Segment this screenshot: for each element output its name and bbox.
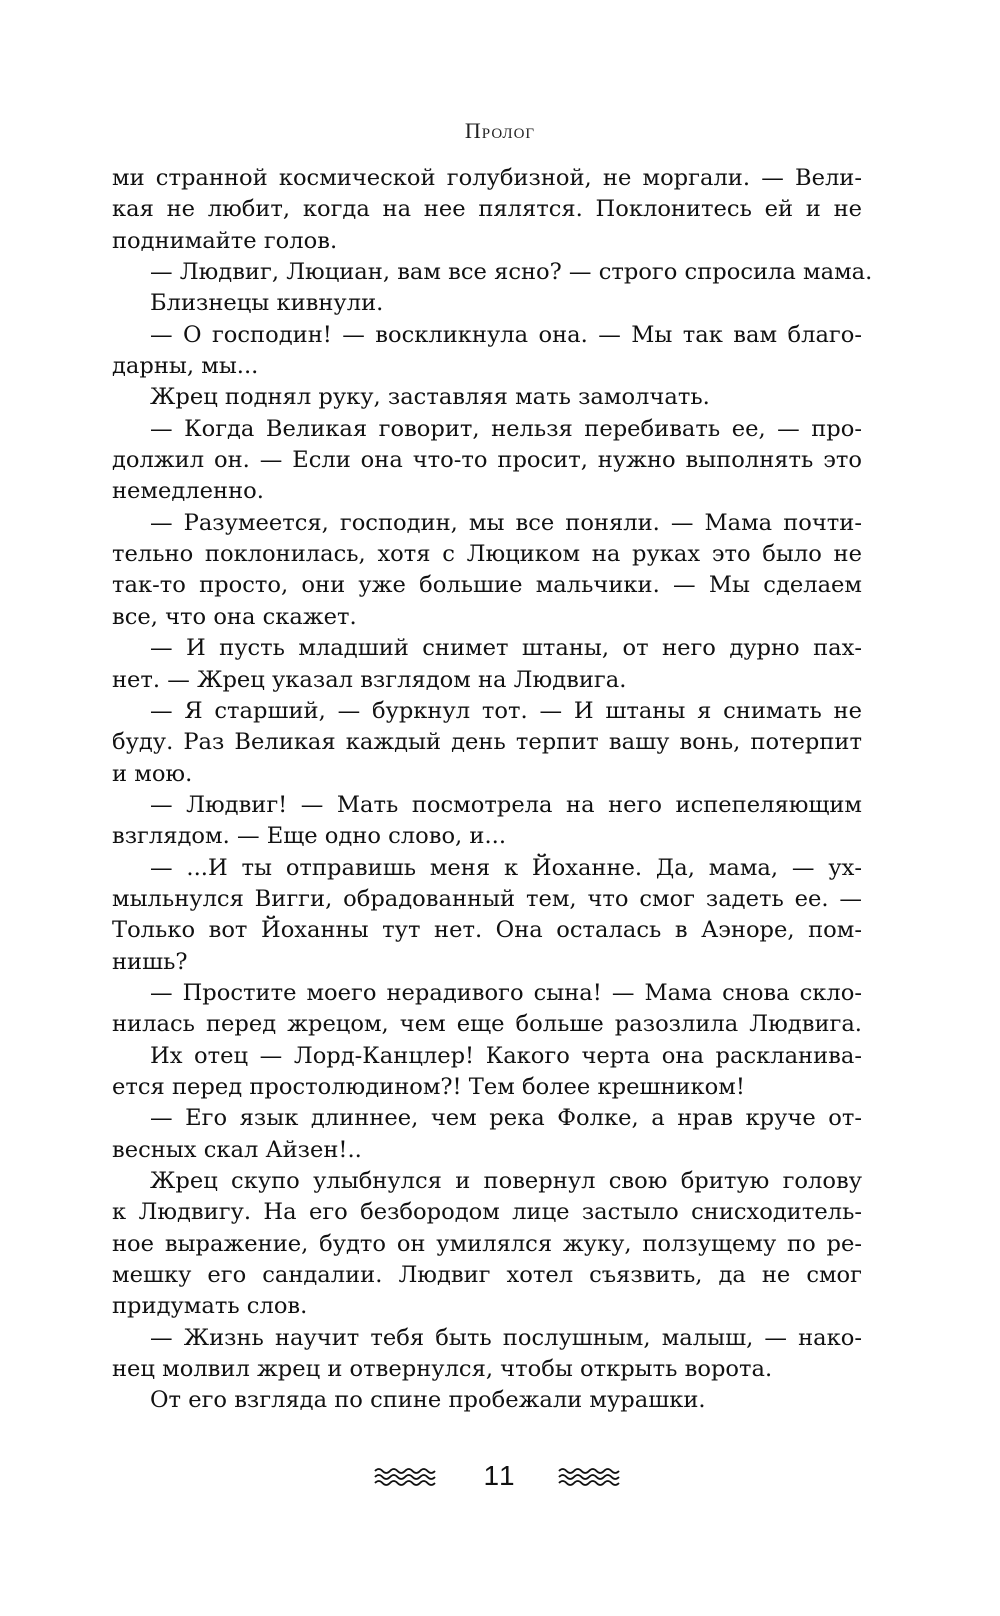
text-line: — Жизнь научит тебя быть послушным, малыш, — нако- xyxy=(150,1324,862,1351)
text-line: мыльнулся Вигги, обрадованный тем, что смог задеть ее. — xyxy=(112,885,862,912)
text-line: к Людвигу. На его безбородом лице застыло снисходитель- xyxy=(112,1199,862,1226)
text-line: придумать слов. xyxy=(112,1293,308,1320)
text-line: — ...И ты отправишь меня к Йоханне. Да, мама, — ух- xyxy=(150,854,862,881)
text-line: все, что она скажет. xyxy=(112,603,357,630)
text-line: — Разумеется, господин, мы все поняли. — Мама почти- xyxy=(150,509,862,536)
text-line: — Его язык длиннее, чем река Фолке, а нрав круче от- xyxy=(150,1105,862,1132)
text-line: и мою. xyxy=(112,760,193,787)
text-line: — И пусть младший снимет штаны, от него дурно пах- xyxy=(150,635,862,662)
text-line: Близнецы кивнули. xyxy=(150,290,384,317)
text-line: — Я старший, — буркнул тот. — И штаны я снимать не xyxy=(150,697,862,724)
text-line: немедленно. xyxy=(112,478,264,505)
text-line: нет. — Жрец указал взглядом на Людвига. xyxy=(112,666,627,693)
text-line: От его взгляда по спине пробежали мурашки. xyxy=(150,1387,706,1414)
text-line: весных скал Айзен!.. xyxy=(112,1136,362,1163)
text-line: Жрец скупо улыбнулся и повернул свою бритую голову xyxy=(150,1168,862,1194)
text-line: дарны, мы... xyxy=(112,353,259,380)
text-line: Жрец поднял руку, заставляя мать замолчать. xyxy=(150,384,710,411)
text-line: кая не любит, когда на нее пялятся. Поклонитесь ей и не xyxy=(112,196,862,223)
page-number: 11 xyxy=(483,1460,517,1491)
body-text xyxy=(112,163,873,1417)
wave-ornament-left-icon xyxy=(373,1465,443,1487)
text-line: — Когда Великая говорит, нельзя перебивать ее, — про- xyxy=(150,415,862,442)
text-line: ное выражение, будто он умилялся жуку, ползущему по ре- xyxy=(112,1230,862,1257)
text-line: — О господин! — воскликнула она. — Мы так вам благо- xyxy=(150,321,862,348)
text-line: так-то просто, они уже большие мальчики. — Мы сделаем xyxy=(112,572,862,599)
text-line: ми странной космической голубизной, не моргали. — Вели- xyxy=(112,165,862,191)
text-line: взглядом. — Еще одно слово, и... xyxy=(112,823,507,850)
text-line: тельно поклонилась, хотя с Люциком на руках это было не xyxy=(112,541,862,568)
text-line: Их отец — Лорд-Канцлер! Какого черта она раскланива- xyxy=(150,1042,862,1069)
text-line: поднимайте голов. xyxy=(112,227,338,254)
text-line: — Людвиг, Люциан, вам все ясно? — строго спросила мама. xyxy=(150,259,873,286)
text-line: нишь? xyxy=(112,948,188,975)
text-line: ется перед простолюдином?! Тем более крешником! xyxy=(112,1073,745,1100)
running-head: Пролог xyxy=(464,118,536,143)
text-line: — Простите моего нерадивого сына! — Мама снова скло- xyxy=(150,979,862,1006)
page-footer xyxy=(0,1456,1000,1496)
text-line: буду. Раз Великая каждый день терпит вашу вонь, потерпит xyxy=(112,729,862,756)
text-line: мешку его сандалии. Людвиг хотел съязвить, да не смог xyxy=(112,1262,862,1289)
text-line: должил он. — Если она что-то просит, нужно выполнять это xyxy=(112,447,862,474)
text-line: — Людвиг! — Мать посмотрела на него испепеляющим xyxy=(150,791,862,818)
text-line: нилась перед жрецом, чем еще больше разозлила Людвига. xyxy=(112,1011,862,1038)
wave-ornament-right-icon xyxy=(557,1465,627,1487)
text-line: нец молвил жрец и отвернулся, чтобы открыть ворота. xyxy=(112,1356,773,1383)
text-line: Только вот Йоханны тут нет. Она осталась в Аэноре, пом- xyxy=(112,917,862,944)
